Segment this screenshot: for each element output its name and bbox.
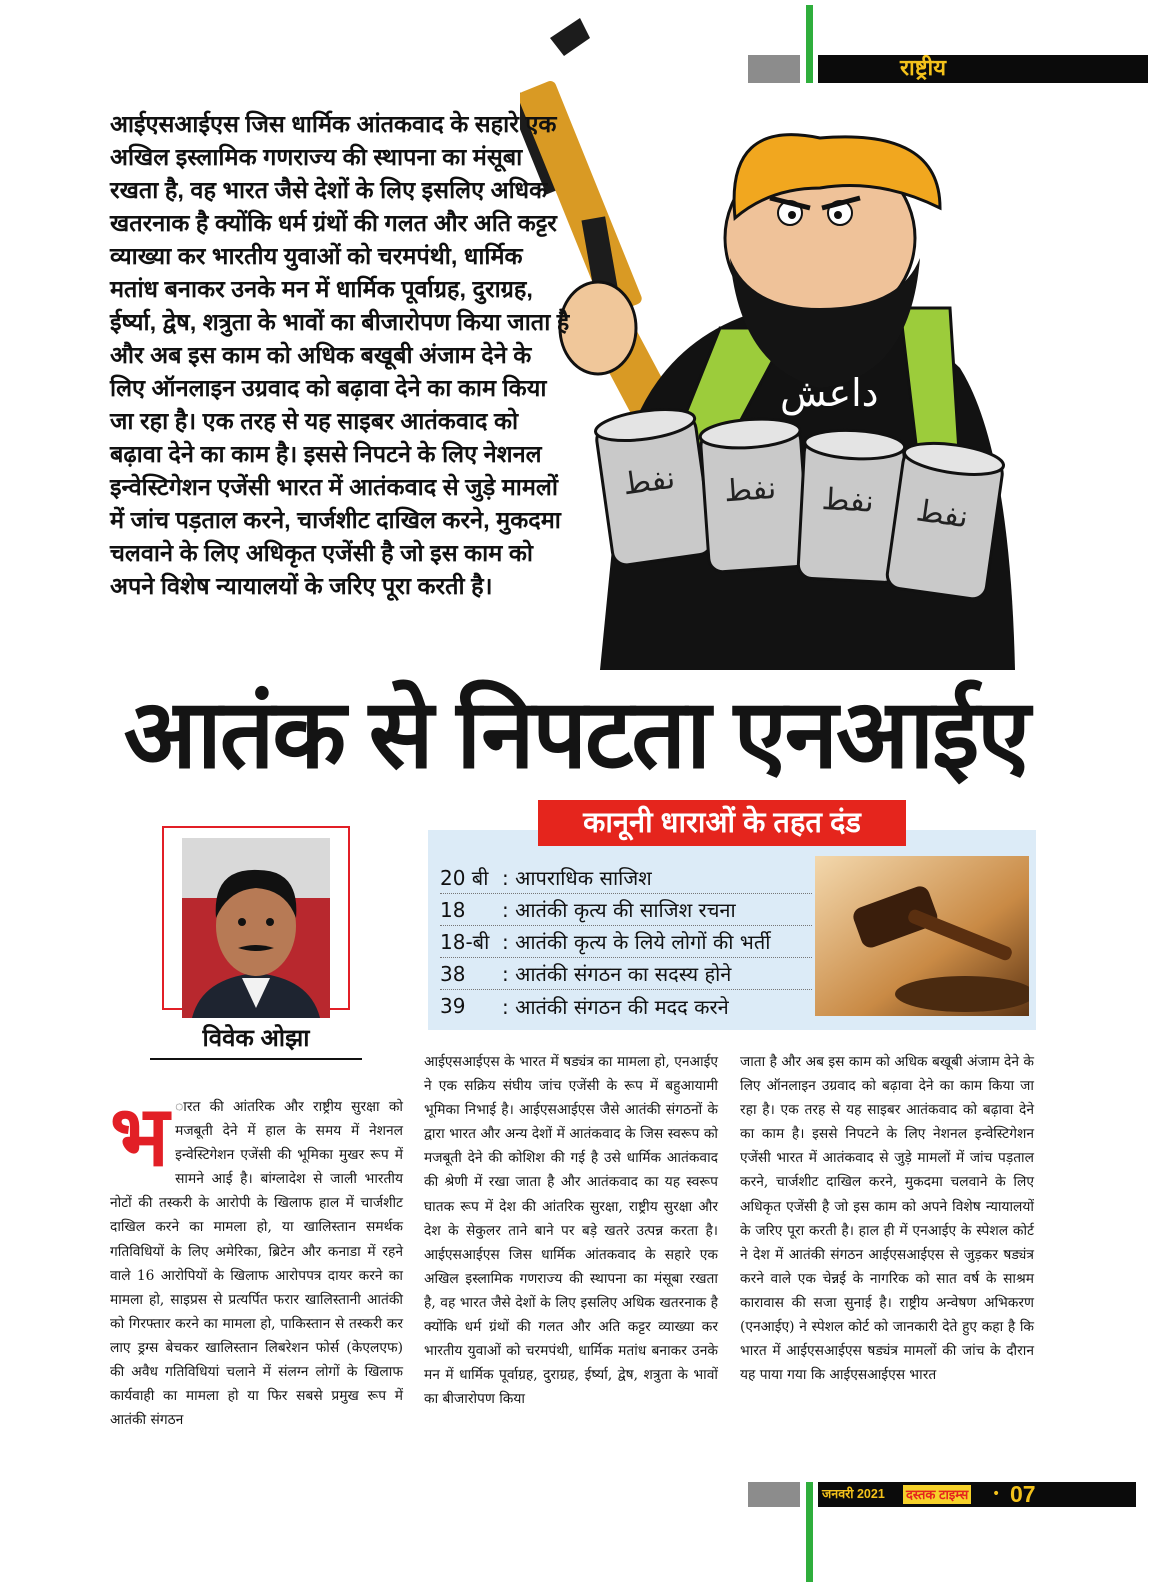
body-column-3: जाता है और अब इस काम को अधिक बखूबी अंजाम देने के लिए ऑनलाइन उग्रवाद को बढ़ावा देने का काम किया जा रहा है। एक तरह से यह साइबर आतंकवाद को बढ़ावा देने का काम है। इससे निपटने के लिए नेशनल इन्वेस्टिगेशन एजेंसी भारत में आतंकवाद से जुड़े मामलों में जांच पड़ताल करने, चार्जशीट दाखिल करने, मुकदमा चलवाने के लिए अधिकृत एजेंसी है जो इस काम को अपने विशेष न्यायालयों के जरिए पूरा करती है। हाल ही में एनआईए के स्पेशल कोर्ट ने देश में आतंकी संगठन आईएसआईएस से जुड़कर षड्यंत्र करने वाले एक चेन्नई के नागरिक को सात वर्ष के साश्रम कारावास की सजा सुनाई है। राष्ट्रीय अन्वेषण अभिकरण (एनआईए) ने स्पेशल कोर्ट को जानकारी देते हुए कहा है कि भारत में आईएसआईएस षड्यंत्र मामलों की जांच के दौरान यह पाया गया कि आईएसआईएस भारत (740, 1054, 1034, 1384)
author-rule (150, 1058, 362, 1060)
body-column-2: आईएसआईएस के भारत में षड्यंत्र का मामला हो, एनआईए ने एक सक्रिय संघीय जांच एजेंसी के रूप में बहुआयामी भूमिका निभाई है। आईएसआईएस जैसे आतंकी संगठनों के द्वारा भारत और अन्य देशों में आतंकवाद के जिस स्वरूप को मजबूती देने की कोशिश की गई है उसे धार्मिक आतंकवाद की श्रेणी में रखा जाता है और आतंकवाद का यह स्वरूप घातक रूप में देश की आंतरिक सुरक्षा, राष्ट्रीय सुरक्षा और देश के सेकुलर ताने बाने पर बड़े खतरे उत्पन्न करता है। आईएसआईएस जिस धार्मिक आंतकवाद के सहारे एक अखिल इस्लामिक गणराज्य की स्थापना का मंसूबा रखता है, वह भारत जैसे देशों के लिए इसलिए अधिक खतरनाक है क्योंकि धर्म ग्रंथों की गलत और अति कट्टर व्याख्या कर भारतीय युवाओं को चरमपंथी, धार्मिक मतांध बनाकर उनके मन में धार्मिक पूर्वाग्रह, दुराग्रह, ईर्ष्या, द्वेष, शत्रुता के भावों का बीजारोपण किया (424, 1054, 718, 1408)
penalties-table (440, 862, 812, 1022)
gavel-image (815, 856, 1029, 1016)
section-label: राष्ट्रीय (900, 56, 947, 81)
penalty-code: 38 (440, 961, 466, 986)
chest-text: داعش (780, 371, 879, 415)
penalty-code: 18-बी (440, 930, 490, 954)
penalty-desc: : आतंकी संगठन की मदद करने (502, 994, 729, 1019)
footer-separator: • (992, 1486, 1001, 1502)
barrel-label: نفط (722, 470, 778, 510)
penalty-row (440, 926, 812, 958)
penalty-code: 39 (440, 994, 466, 1018)
page-number: 07 (1010, 1481, 1036, 1507)
barrel-label: نفط (913, 493, 971, 536)
penalty-row (440, 862, 812, 894)
penalty-desc: : आतंकी संगठन का सदस्य होने (502, 962, 732, 986)
intro-standfirst: आईएसआईएस जिस धार्मिक आंतकवाद के सहारे एक अखिल इस्लामिक गणराज्य की स्थापना का मंसूबा रखता है, वह भारत जैसे देशों के लिए इसलिए अधिक खतरनाक है क्योंकि धर्म ग्रंथों की गलत और अति कट्टर व्याख्या कर भारतीय युवाओं को चरमपंथी, धार्मिक मतांध बनाकर उनके मन में धार्मिक पूर्वाग्रह, दुराग्रह, ईर्ष्या, द्वेष, शत्रुता के भावों का बीजारोपण किया जाता है और अब इस काम को अधिक बखूबी अंजाम देने के लिए ऑनलाइन उग्रवाद को बढ़ावा देने का काम किया जा रहा है। एक तरह से यह साइबर आतंकवाद को बढ़ावा देने का काम है। इससे निपटने के लिए नेशनल इन्वेस्टिगेशन एजेंसी भारत में आतंकवाद से जुड़े मामलों में जांच पड़ताल करने, चार्जशीट दाखिल करने, मुकदमा चलवाने के लिए अधिकृत एजेंसी है जो इस काम को अपने विशेष न्यायालयों के जरिए पूरा करती है। (110, 111, 570, 599)
penalty-code: 18 (440, 897, 466, 922)
penalty-code: 20 बी (440, 866, 489, 890)
footer-brand: दस्तक टाइम्स (903, 1485, 971, 1504)
penalty-desc: : आपराधिक साजिश (502, 866, 652, 890)
body-column-1-text: ारत की आंतरिक और राष्ट्रीय सुरक्षा को मजबूती देने में हाल के समय में नेशनल इन्वेस्टिगेशन एजेंसी की भूमिका मुखर रूप में सामने आई है। बांग्लादेश से जाली भारतीय नोटों की तस्करी के आरोपी के खिलाफ हाल में चार्जशीट दाखिल करने का मामला हो, या खालिस्तान समर्थक गतिविधियों के लिए अमेरिका, ब्रिटेन और कनाडा में रहने वाले 16 आरोपियों के खिलाफ आरोपपत्र दायर करने का मामला हो, साइप्रस से प्रत्यर्पित फरार खालिस्तानी आतंकी को गिरफ्तार करने का मामला हो, पाकिस्तान से तस्करी कर लाए ड्रग्स बेचकर खालिस्तान लिबरेशन फोर्स (केएलएफ) की अवैध गतिविधियां चलाने में संलग्न लोगों के खिलाफ कार्यवाही का मामला हो या फिर सबसे प्रमुख रूप में आतंकी संगठन (110, 1099, 403, 1429)
penalty-desc: : आतंकी कृत्य की साजिश रचना (502, 898, 736, 922)
penalty-row (440, 990, 812, 1022)
penalty-row (440, 958, 812, 990)
body-column-1 (110, 1089, 403, 1432)
author-name: विवेक ओझा (202, 1025, 310, 1052)
dropcap: भ (110, 1089, 170, 1183)
barrel-label: نفط (820, 481, 875, 520)
footer-green-rule (806, 1482, 813, 1582)
footer-grey-block (748, 1482, 800, 1507)
penalty-row (440, 894, 812, 926)
headline: आतंक से निपटता एनआईए (123, 681, 1029, 788)
footer-date: जनवरी 2021 (822, 1487, 885, 1501)
penalty-desc: : आतंकी कृत्य के लिये लोगों की भर्ती (502, 930, 771, 954)
penalties-title: कानूनी धाराओं के तहत दंड (538, 800, 906, 846)
cartoon-illustration (520, 8, 1020, 670)
barrel-label: نفط (620, 460, 678, 503)
author-photo (182, 838, 330, 1018)
